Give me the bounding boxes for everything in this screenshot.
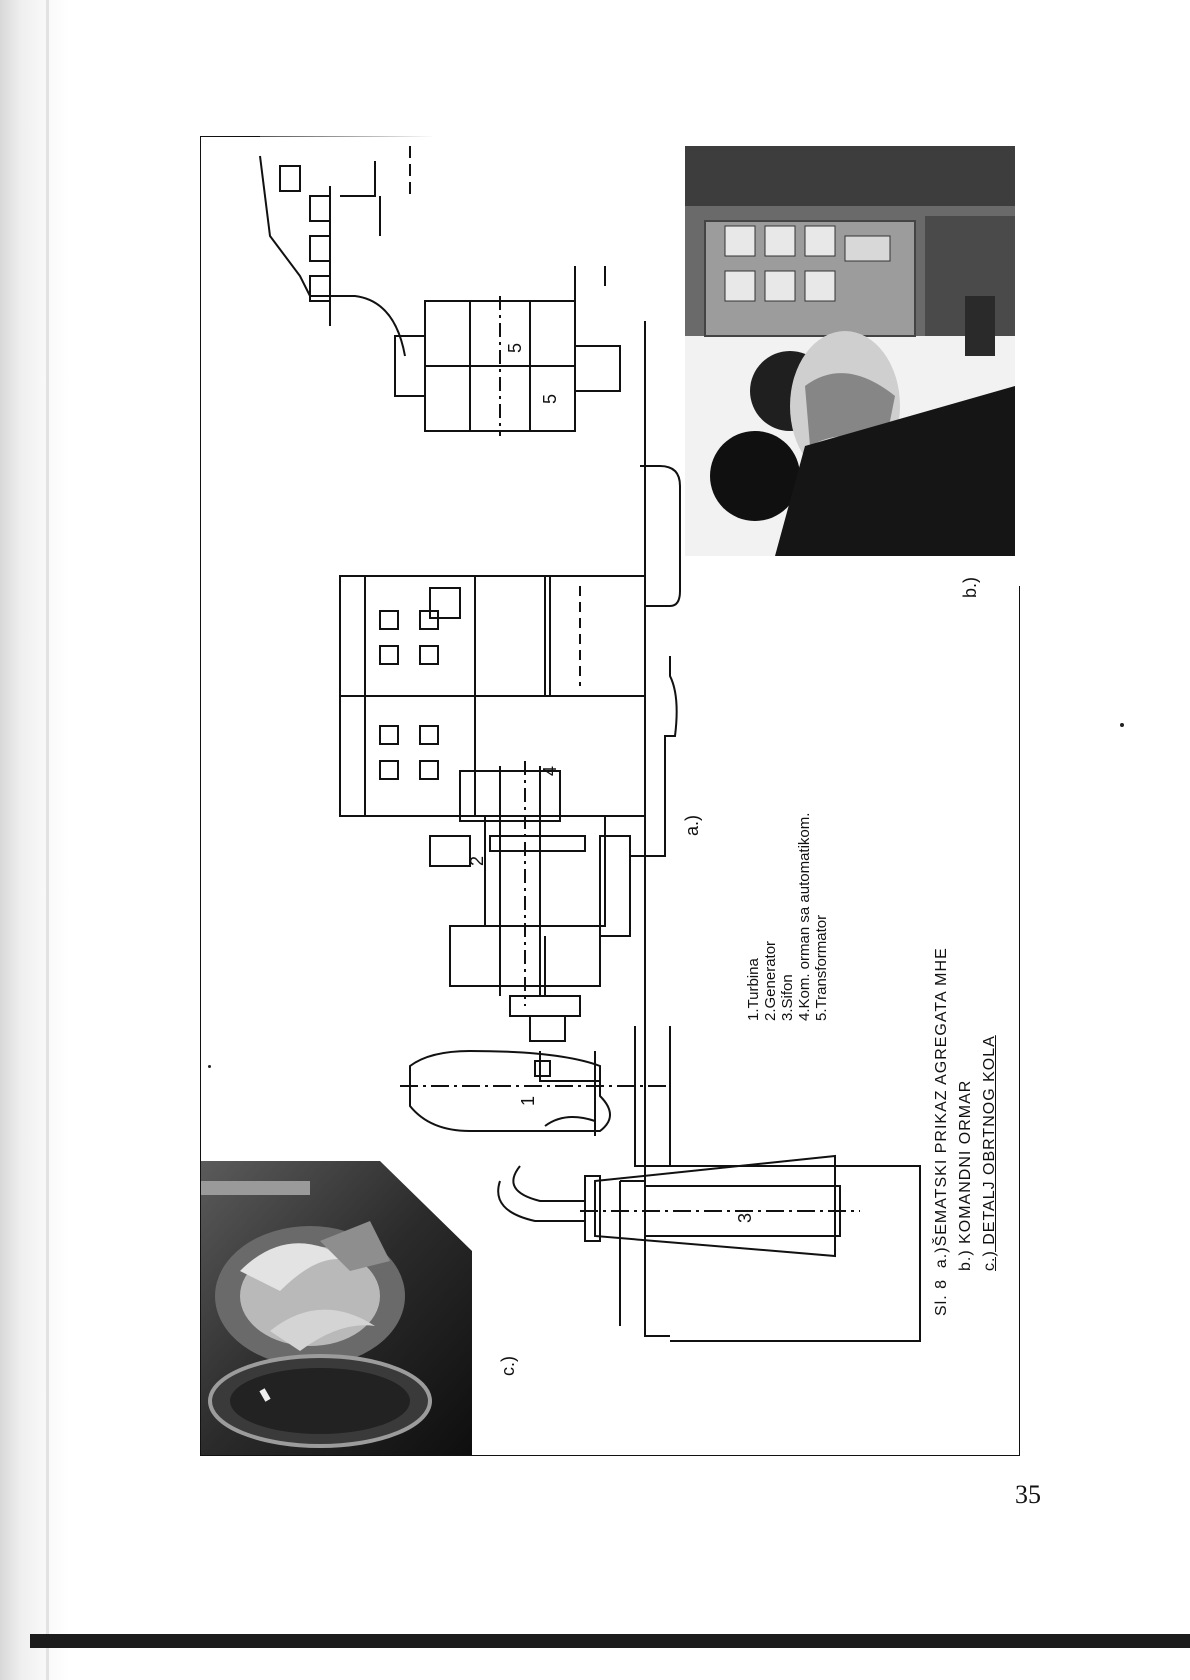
label-part-5b: 5 <box>540 393 560 404</box>
legend-item: 3.Sifon <box>779 974 796 1021</box>
label-part-1: 1 <box>518 1095 538 1106</box>
caption-title-a: a.)ŠEMATSKI PRIKAZ AGREGATA MHE <box>933 947 950 1269</box>
legend <box>745 813 830 1021</box>
caption-line-3 <box>978 947 1002 1316</box>
caption-title-c: c.) DETALJ OBRTNOG KOLA <box>981 1035 998 1271</box>
label-subfigure-c: c.) <box>498 1356 518 1376</box>
schematic-diagram <box>200 136 1020 1456</box>
label-subfigure-a: a.) <box>682 814 702 836</box>
figure-8 <box>200 136 1020 1456</box>
caption-figure-number: Sl. 8 <box>933 1278 950 1316</box>
legend-item: 2.Generator <box>762 940 779 1021</box>
legend-item: 1.Turbina <box>745 958 762 1021</box>
label-part-5a: 5 <box>505 342 525 353</box>
scan-speck <box>1120 723 1124 727</box>
scan-bottom-edge <box>30 1634 1190 1648</box>
scan-edge-streak <box>46 0 49 1680</box>
label-part-3: 3 <box>735 1212 755 1223</box>
legend-item: 4.Kom. orman sa automatikom. <box>796 812 813 1021</box>
scan-left-edge-shadow <box>0 0 70 1680</box>
legend-item: 5.Transformator <box>813 914 830 1021</box>
label-subfigure-b: b.) <box>960 576 980 598</box>
caption-line-2: b.) KOMANDNI ORMAR <box>957 1079 974 1271</box>
scan-speck <box>208 1065 211 1068</box>
figure-caption <box>930 947 1002 1316</box>
caption-line-1 <box>930 947 954 1316</box>
label-part-4: 4 <box>540 765 560 776</box>
page-number: 35 <box>1015 1480 1041 1509</box>
label-part-2: 2 <box>467 855 487 866</box>
